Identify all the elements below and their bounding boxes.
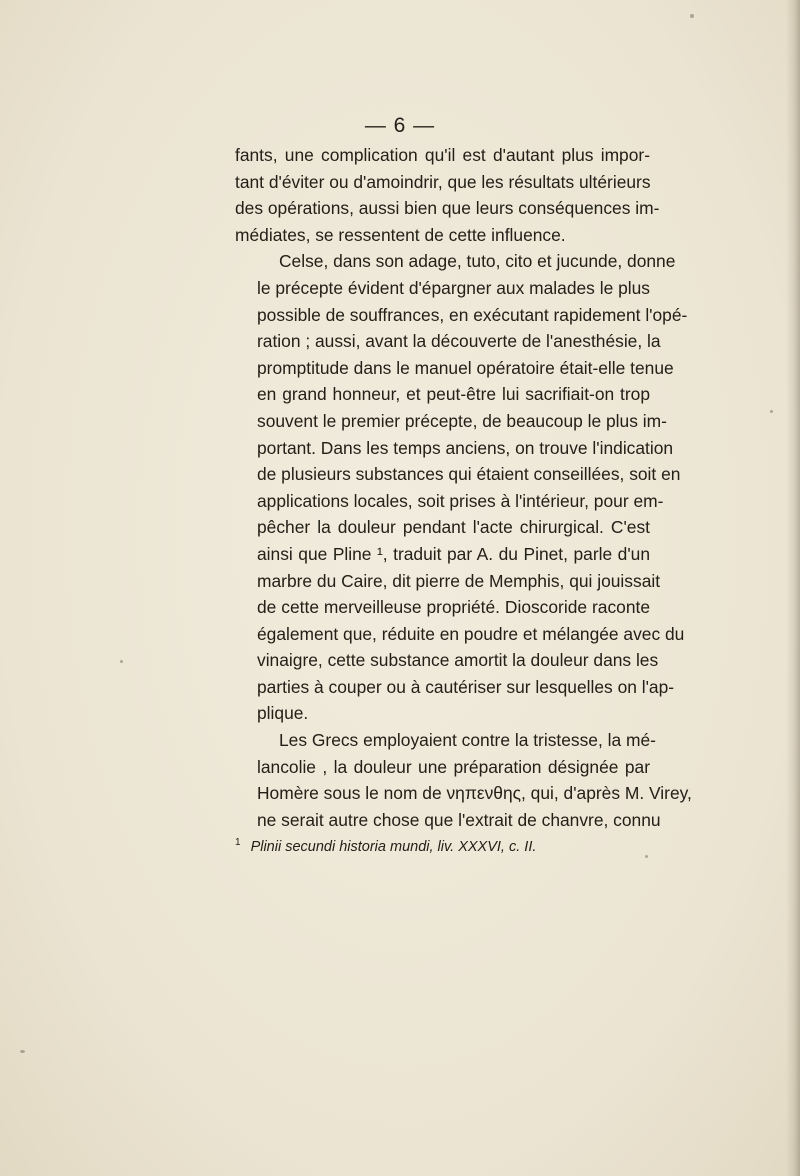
text-line: plique.: [257, 703, 309, 724]
text-line: portant. Dans les temps anciens, on trouve l'indication: [257, 437, 674, 458]
text-line: ainsi que Pline ¹, traduit par A. du Pinet, parle d'un: [257, 543, 650, 564]
text-line: des opérations, aussi bien que leurs conséquences im-: [235, 198, 660, 219]
paper-speck: [645, 855, 648, 858]
paper-speck: [770, 410, 773, 413]
text-line: Celse, dans son adage, tuto, cito et jucunde, donne: [279, 251, 676, 272]
text-line: parties à couper ou à cautériser sur lesquelles on l'ap-: [257, 676, 675, 697]
paragraph: [235, 727, 692, 833]
text-line: également que, réduite en poudre et mélangée avec du: [257, 623, 685, 644]
text-line: ne serait autre chose que l'extrait de chanvre, connu: [257, 809, 661, 830]
text-line: lancolie , la douleur une préparation désignée par: [257, 756, 650, 777]
text-line: vinaigre, cette substance amortit la douleur dans les: [257, 650, 659, 671]
text-line: Les Grecs employaient contre la tristesse, la mé-: [279, 730, 656, 751]
paragraph: [235, 248, 688, 727]
footnote: [235, 833, 650, 857]
footnote-text: Plinii secundi historia mundi, liv. XXXVI, c. II.: [250, 838, 537, 855]
page-number: — 6 —: [364, 114, 436, 137]
paper-speck: [20, 1050, 25, 1053]
paper-speck: [690, 14, 694, 18]
text-line: possible de souffrances, en exécutant rapidement l'opé-: [257, 304, 688, 325]
page-edge-shadow: [786, 0, 800, 1176]
text-line: de cette merveilleuse propriété. Dioscoride raconte: [257, 597, 650, 618]
text-line: souvent le premier précepte, de beaucoup le plus im-: [257, 410, 667, 431]
text-line: en grand honneur, et peut-être lui sacrifiait-on trop: [257, 384, 650, 405]
text-line: marbre du Caire, dit pierre de Memphis, qui jouissait: [257, 570, 661, 591]
text-line: ration ; aussi, avant la découverte de l'anesthésie, la: [257, 331, 661, 352]
text-line: médiates, se ressentent de cette influence.: [235, 224, 566, 245]
text-line: applications locales, soit prises à l'intérieur, pour em-: [257, 490, 664, 511]
text-line: de plusieurs substances qui étaient conseillées, soit en: [257, 464, 681, 485]
paragraph: [235, 142, 660, 248]
text-line: Homère sous le nom de νηπενθης, qui, d'après M. Virey,: [257, 783, 692, 804]
text-line: pêcher la douleur pendant l'acte chirurgical. C'est: [257, 517, 650, 538]
text-line: fants, une complication qu'il est d'autant plus impor-: [235, 145, 650, 165]
text-line: le précepte évident d'épargner aux malades le plus: [257, 277, 650, 298]
body-text: [235, 142, 692, 833]
text-line: promptitude dans le manuel opératoire était-elle tenue: [257, 357, 674, 378]
footnote-marker: 1: [235, 837, 241, 848]
text-line: tant d'éviter ou d'amoindrir, que les résultats ultérieurs: [235, 171, 651, 192]
paper-speck: [120, 660, 123, 663]
